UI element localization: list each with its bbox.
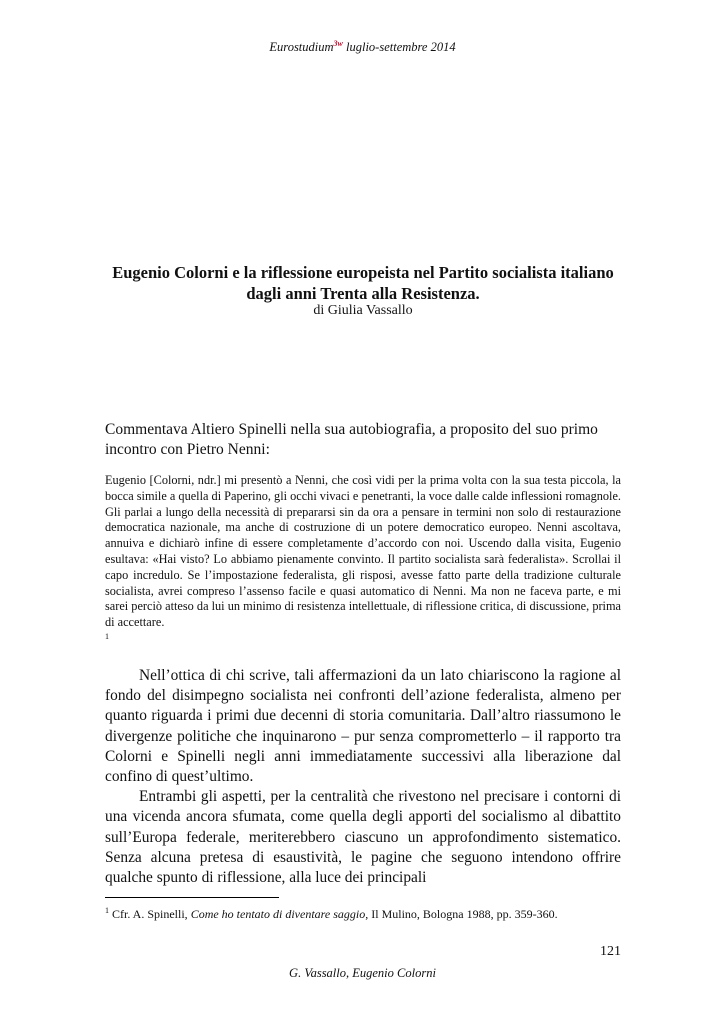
- quote-text: Eugenio [Colorni, ndr.] mi presentò a Nenni, che così vidi per la prima volta con la sua testa piccola, la bocca simile a quella di Paperino, gli occhi vivaci e penetranti, la voce dalle calde inflessioni romagnole. Gli parlai a lungo della necessità di prepararsi sin da ora a pensare in termini non solo di restaurazione democratica nazionale, ma anche di costruzione di un potere democratico europeo. Nenni ascoltava, annuiva e dichiarò infine di essere completamente d’accordo con noi. Uscendo dalla visita, Eugenio esultava: «Hai visto? Lo abbiamo pienamente convinto. Il partito socialista sarà federalista». Scrollai il capo incredulo. Se l’impostazione federalista, gli risposi, avesse fatto parte della tradizione culturale socialista, avrei compreso l’assenso facile e quasi automatico di Nenni. Ma non ne faceva parte, e mi sarei perciò atteso da lui un minimo di resistenza intellettuale, di riflessione critica, di discussione, prima di accettare.: [105, 473, 621, 630]
- title-line-1: Eugenio Colorni e la riflessione europeista nel Partito socialista italiano: [112, 263, 614, 282]
- footnote-book-title: Come ho tentato di diventare saggio: [190, 907, 366, 921]
- running-footer: G. Vassallo, Eugenio Colorni: [289, 966, 436, 980]
- body-paragraph-2: Entrambi gli aspetti, per la centralità che rivestono nel precisare i contorni di una vicenda ancora sfumata, come quella degli apporti del socialismo al dibattito sull’Europa federale, meriterebbero ciascuno un approfondimento sistematico. Senza alcuna pretesa di esaustività, le pagine che seguono intendono offrire qualche spunto di riflessione, alla luce dei principali: [105, 788, 621, 887]
- article-title: [105, 262, 621, 304]
- footnote: [105, 906, 621, 922]
- block-quote: [105, 473, 621, 642]
- running-header: [0, 40, 725, 55]
- body-text: [105, 666, 621, 888]
- journal-name: Eurostudium: [269, 40, 334, 54]
- footnote-prefix: Cfr. A. Spinelli,: [109, 907, 191, 921]
- journal-issue: luglio-settembre 2014: [342, 40, 456, 54]
- footnote-reference: 1: [105, 631, 109, 641]
- body-paragraph-1: Nell’ottica di chi scrive, tali affermazioni da un lato chiariscono la ragione al fondo del disimpegno socialista nei confronti dell’azione federalista, almeno per quanto riguarda i primi due decenni di storia comunitaria. Dall’altro riassumono le divergenze politiche che inquinarono – pur senza comprometterlo – il rapporto tra Colorni e Spinelli negli anni immediatamente successivi alla liberazione dal confino di quest’ultimo.: [105, 667, 621, 786]
- article-author: di Giulia Vassallo: [313, 303, 413, 318]
- intro-paragraph: Commentava Altiero Spinelli nella sua autobiografia, a proposito del suo primo incontro con Pietro Nenni:: [105, 421, 598, 458]
- page-number: 121: [600, 944, 621, 959]
- footnote-number: 1: [105, 906, 109, 915]
- footnote-separator: [105, 897, 279, 898]
- title-line-2: dagli anni Trenta alla Resistenza.: [246, 284, 480, 303]
- journal-superscript: 3w: [333, 38, 343, 48]
- footnote-rest: , Il Mulino, Bologna 1988, pp. 359-360.: [365, 907, 558, 921]
